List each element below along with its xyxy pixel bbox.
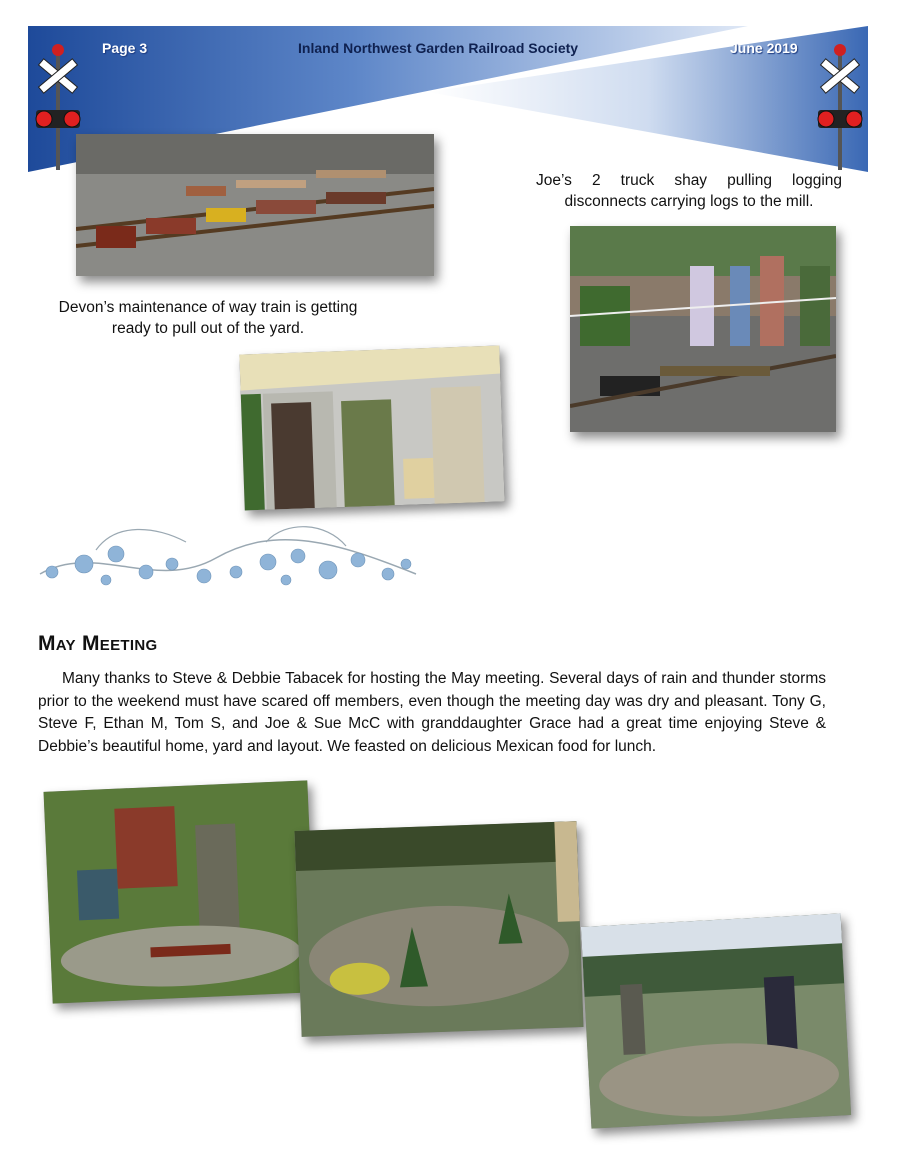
photo-garden-layout bbox=[294, 821, 583, 1037]
railroad-crossing-icon bbox=[812, 42, 868, 170]
page-number: Page 3 bbox=[102, 40, 148, 56]
issue-date: June 2019 bbox=[730, 40, 798, 56]
newsletter-title: Inland Northwest Garden Railroad Society bbox=[298, 40, 579, 56]
photo-garden-visitors bbox=[581, 913, 851, 1128]
photo-members-tent bbox=[239, 346, 504, 511]
floral-divider bbox=[36, 512, 420, 594]
photo-maintenance-train bbox=[76, 134, 434, 276]
section-heading: May Meeting bbox=[38, 632, 158, 655]
article-body: Many thanks to Steve & Debbie Tabacek for hosting the May meeting. Several days of rain and thunder storms prior to the weekend must have scared off members, even though the meeting day was dry and pleasant. Tony G, Steve F, Ethan M, Tom S, and Joe & Sue McC with granddaughter Grace had a great time enjoying Steve & Debbie’s beautiful home, yard and layout. We feasted on delicious Mexican food for lunch. bbox=[38, 670, 826, 755]
caption-joe: Joe’s 2 truck shay pulling logging disconnects carrying logs to the mill. bbox=[536, 172, 842, 210]
photo-garden-rocks bbox=[44, 780, 317, 1003]
photo-shay-crowd bbox=[570, 226, 836, 432]
caption-devon: Devon’s maintenance of way train is getting ready to pull out of the yard. bbox=[58, 299, 358, 337]
